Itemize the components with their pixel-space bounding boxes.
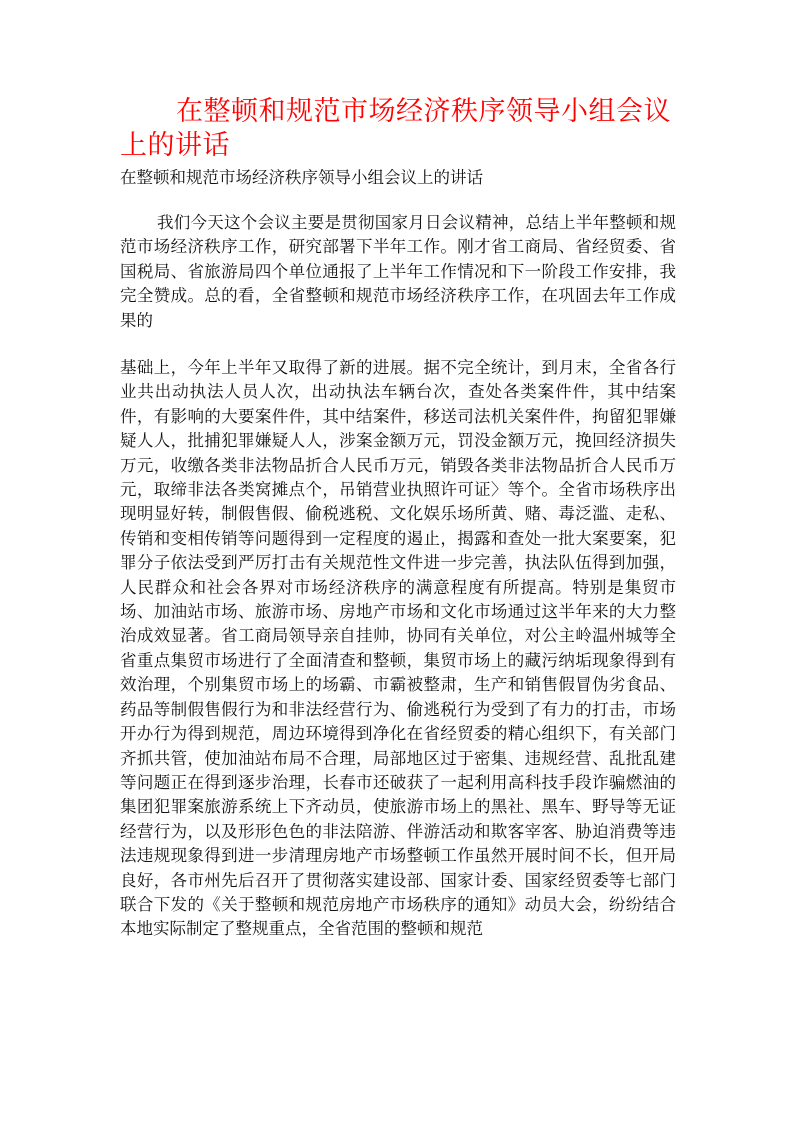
body-paragraph-2: 基础上，今年上半年又取得了新的进展。据不完全统计，到月末，全省各行业共出动执法人员人次，出动执法车辆台次，查处各类案件件，其中结案件，有影响的大要案件件，其中结案件，移送司法机关案件件，拘留犯罪嫌疑人人，批捕犯罪嫌疑人人，涉案金额万元，罚没金额万元，挽回经济损失万元，收缴各类非法物品折合人民币万元，销毁各类非法物品折合人民币万元，取缔非法各类窝摊点个，吊销营业执照许可证〉等个。全省市场秩序出现明显好转，制假售假、偷税逃税、文化娱乐场所黄、赌、毒泛滥、走私、传销和变相传销等问题得到一定程度的遏止，揭露和查处一批大案要案，犯罪分子依法受到严厉打击有关规范性文件进一步完善，执法队伍得到加强，人民群众和社会各界对市场经济秩序的满意程度有所提高。特别是集贸市场、加油站市场、旅游市场、房地产市场和文化市场通过这半年来的大力整治成效显著。省工商局领导亲自挂帅，协同有关单位，对公主岭温州城等全省重点集贸市场进行了全面清查和整顿，集贸市场上的藏污纳垢现象得到有效治理，个别集贸市场上的场霸、市霸被整肃，生产和销售假冒伪劣食品、药品等制假售假行为和非法经营行为、偷逃税行为受到了有力的打击，市场开办行为得到规范，周边环境得到净化在省经贸委的精心组织下，有关部门齐抓共管，使加油站布局不合理，局部地区过于密集、违规经营、乱批乱建等问题正在得到逐步治理，长春市还破获了一起利用高科技手段诈骗燃油的集团犯罪案旅游系统上下齐动员，使旅游市场上的黑社、黑车、野导等无证经营行为，以及形形色色的非法陪游、伴游活动和欺客宰客、胁迫消费等违法违规现象得到进一步清理房地产市场整顿工作虽然开展时间不长，但开局良好，各市州先后召开了贯彻落实建设部、国家计委、国家经贸委等七部门联合下发的《关于整顿和规范房地产市场秩序的通知》动员大会，纷纷结合本地实际制定了整规重点，全省范围的整顿和规范 [120,358,676,939]
document-title: 在整顿和规范市场经济秩序领导小组会议上的讲话 [120,96,671,161]
document-subtitle: 在整顿和规范市场经济秩序领导小组会议上的讲话 [120,168,483,187]
body-paragraph-1: 我们今天这个会议主要是贯彻国家月日会议精神，总结上半年整顿和规范市场经济秩序工作，研究部署下半年工作。刚才省工商局、省经贸委、省国税局、省旅游局四个单位通报了上半年工作情况和下一阶段工作安排，我完全赞成。总的看，全省整顿和规范市场经济秩序工作，在巩固去年工作成果的 [120,213,676,330]
